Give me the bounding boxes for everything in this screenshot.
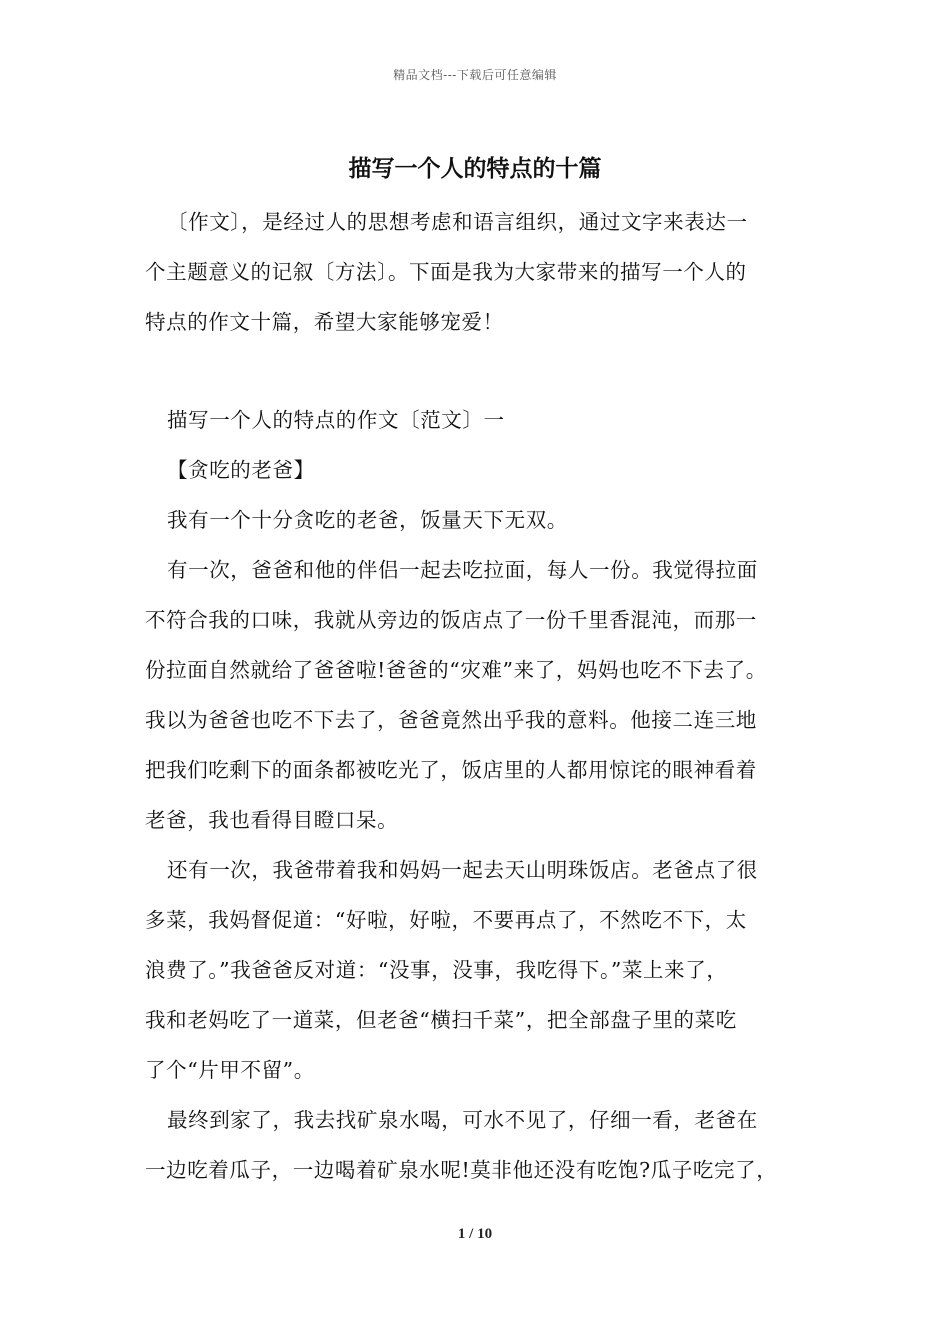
paragraph-line: 了个“片甲不留”。 — [145, 1058, 315, 1082]
paragraph-line: 不符合我的口味，我就从旁边的饭店点了一份千里香混沌，而那一 — [145, 608, 757, 632]
paragraph-line: 我以为爸爸也吃不下去了，爸爸竟然出乎我的意料。他接二连三地 — [145, 708, 757, 732]
essay-section — [145, 395, 825, 1195]
paragraph-line: 一边吃着瓜子，一边喝着矿泉水呢!莫非他还没有吃饱?瓜子吃完了， — [145, 1158, 778, 1182]
intro-paragraph — [145, 197, 825, 347]
intro-line: 〔作文〕，是经过人的思想考虑和语言组织，通过文字来表达一 — [167, 210, 748, 234]
section-heading: 描写一个人的特点的作文〔范文〕一 — [167, 408, 505, 432]
page-header: 精品文档---下载后可任意编辑 — [393, 68, 557, 82]
paragraph-line: 还有一次，我爸带着我和妈妈一起去天山明珠饭店。老爸点了很 — [167, 858, 758, 882]
paragraph-line: 最终到家了，我去找矿泉水喝，可水不见了，仔细一看，老爸在 — [167, 1108, 758, 1132]
intro-line: 特点的作文十篇，希望大家能够宠爱！ — [145, 310, 504, 334]
paragraph-line: 浪费了。”我爸爸反对道：“没事，没事，我吃得下。”菜上来了， — [145, 958, 728, 982]
document-title: 描写一个人的特点的十篇 — [348, 155, 602, 182]
page-number: 1 / 10 — [457, 1226, 493, 1242]
paragraph-line: 我和老妈吃了一道菜，但老爸“横扫千菜”，把全部盘子里的菜吃 — [145, 1008, 737, 1032]
paragraph-line: 多菜，我妈督促道：“好啦，好啦，不要再点了，不然吃不下，太 — [145, 908, 747, 932]
paragraph-line: 份拉面自然就给了爸爸啦!爸爸的“灾难”来了，妈妈也吃不下去了。 — [145, 658, 767, 682]
paragraph-line: 有一次，爸爸和他的伴侣一起去吃拉面，每人一份。我觉得拉面 — [167, 558, 758, 582]
paragraph-line: 我有一个十分贪吃的老爸，饭量天下无双。 — [167, 508, 568, 532]
intro-line: 个主题意义的记叙〔方法〕。下面是我为大家带来的描写一个人的 — [145, 260, 747, 284]
paragraph-line: 老爸，我也看得目瞪口呆。 — [145, 808, 399, 832]
paragraph-line: 把我们吃剩下的面条都被吃光了，饭店里的人都用惊诧的眼神看着 — [145, 758, 757, 782]
essay-subtitle: 【贪吃的老爸】 — [167, 458, 315, 482]
